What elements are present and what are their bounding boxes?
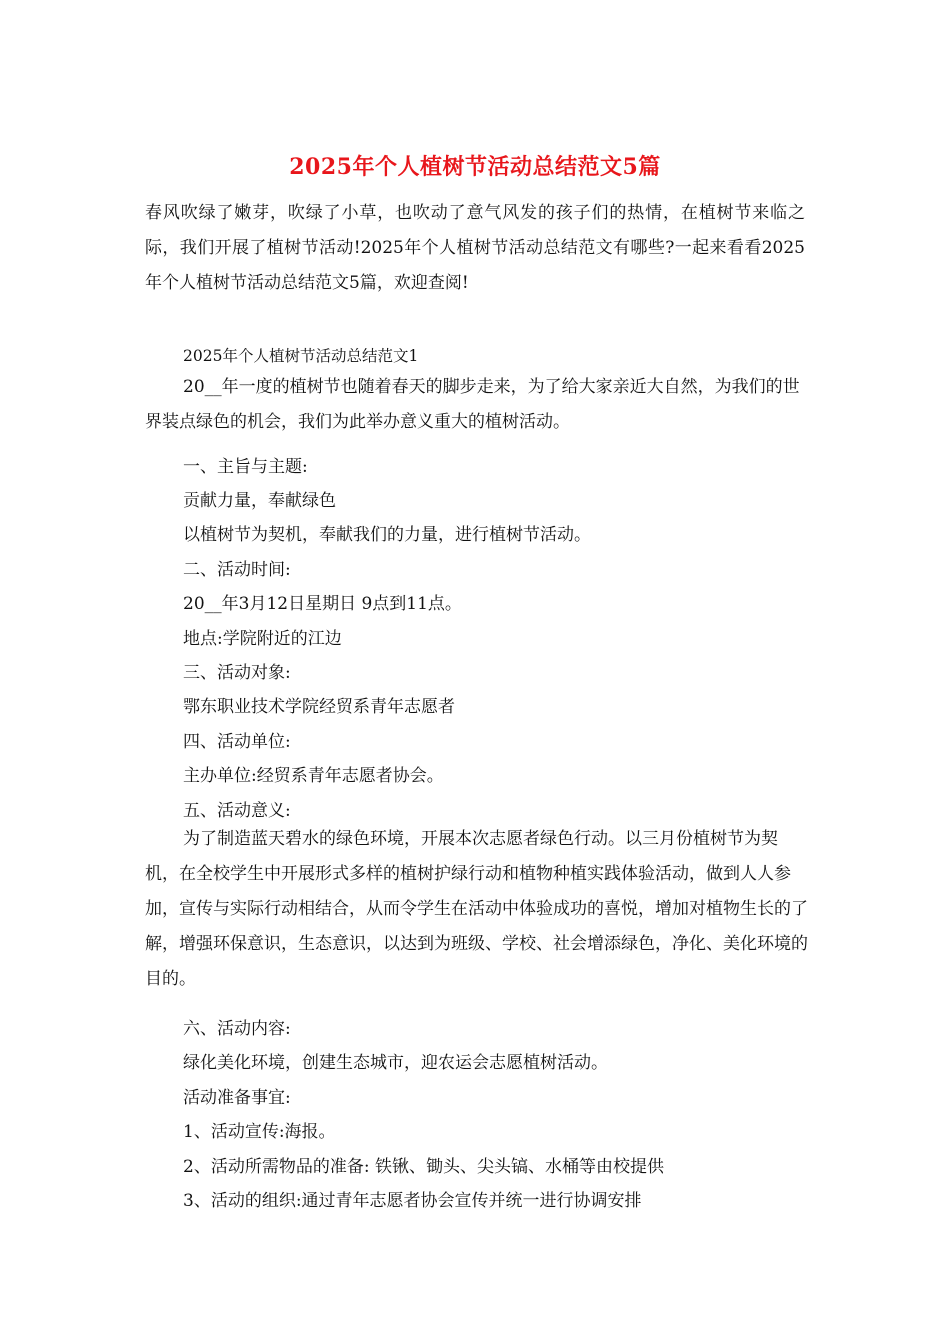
unit-value: 主办单位:经贸系青年志愿者协会。 bbox=[183, 766, 444, 786]
paragraph-opening: 20__年一度的植树节也随着春天的脚步走来，为了给大家亲近大自然，为我们的世界装点绿色的机会，我们为此举办意义重大的植树活动。 bbox=[145, 377, 800, 432]
content-value: 绿化美化环境，创建生态城市，迎农运会志愿植树活动。 bbox=[183, 1053, 608, 1073]
prep-item-2: 2、活动所需物品的准备: 铁锹、锄头、尖头镐、水桶等由校提供 bbox=[183, 1157, 664, 1177]
time-value: 20__年3月12日星期日 9点到11点。 bbox=[183, 594, 462, 614]
theme-slogan: 贡献力量，奉献绿色 bbox=[183, 491, 336, 511]
heading-meaning: 五、活动意义: bbox=[183, 801, 291, 821]
heading-target: 三、活动对象: bbox=[183, 663, 291, 683]
prep-item-1: 1、活动宣传:海报。 bbox=[183, 1122, 336, 1142]
heading-unit: 四、活动单位: bbox=[183, 732, 291, 752]
intro-paragraph: 春风吹绿了嫩芽，吹绿了小草，也吹动了意气风发的孩子们的热情，在植树节来临之际，我们开展了植树节活动!2025年个人植树节活动总结范文有哪些?一起来看看2025年个人植树节活动总结范文5篇，欢迎查阅! bbox=[145, 203, 805, 293]
target-value: 鄂东职业技术学院经贸系青年志愿者 bbox=[183, 697, 455, 717]
section-heading: 2025年个人植树节活动总结范文1 bbox=[183, 347, 419, 365]
meaning-paragraph: 为了制造蓝天碧水的绿色环境，开展本次志愿者绿色行动。以三月份植树节为契机，在全校学生中开展形式多样的植树护绿行动和植物种植实践体验活动，做到人人参加，宣传与实际行动相结合，从而令学生在活动中体验成功的喜悦，增加对植物生长的了解，增强环保意识，生态意识，以达到为班级、学校、社会增添绿色，净化、美化环境的目的。 bbox=[145, 829, 808, 989]
heading-theme: 一、主旨与主题: bbox=[183, 457, 308, 477]
heading-time: 二、活动时间: bbox=[183, 560, 291, 580]
theme-description: 以植树节为契机，奉献我们的力量，进行植树节活动。 bbox=[183, 525, 591, 545]
prep-heading: 活动准备事宜: bbox=[183, 1088, 291, 1108]
document-title: 2025年个人植树节活动总结范文5篇 bbox=[289, 154, 661, 180]
place-value: 地点:学院附近的江边 bbox=[183, 629, 342, 649]
heading-content: 六、活动内容: bbox=[183, 1019, 291, 1039]
prep-item-3: 3、活动的组织:通过青年志愿者协会宣传并统一进行协调安排 bbox=[183, 1191, 642, 1211]
